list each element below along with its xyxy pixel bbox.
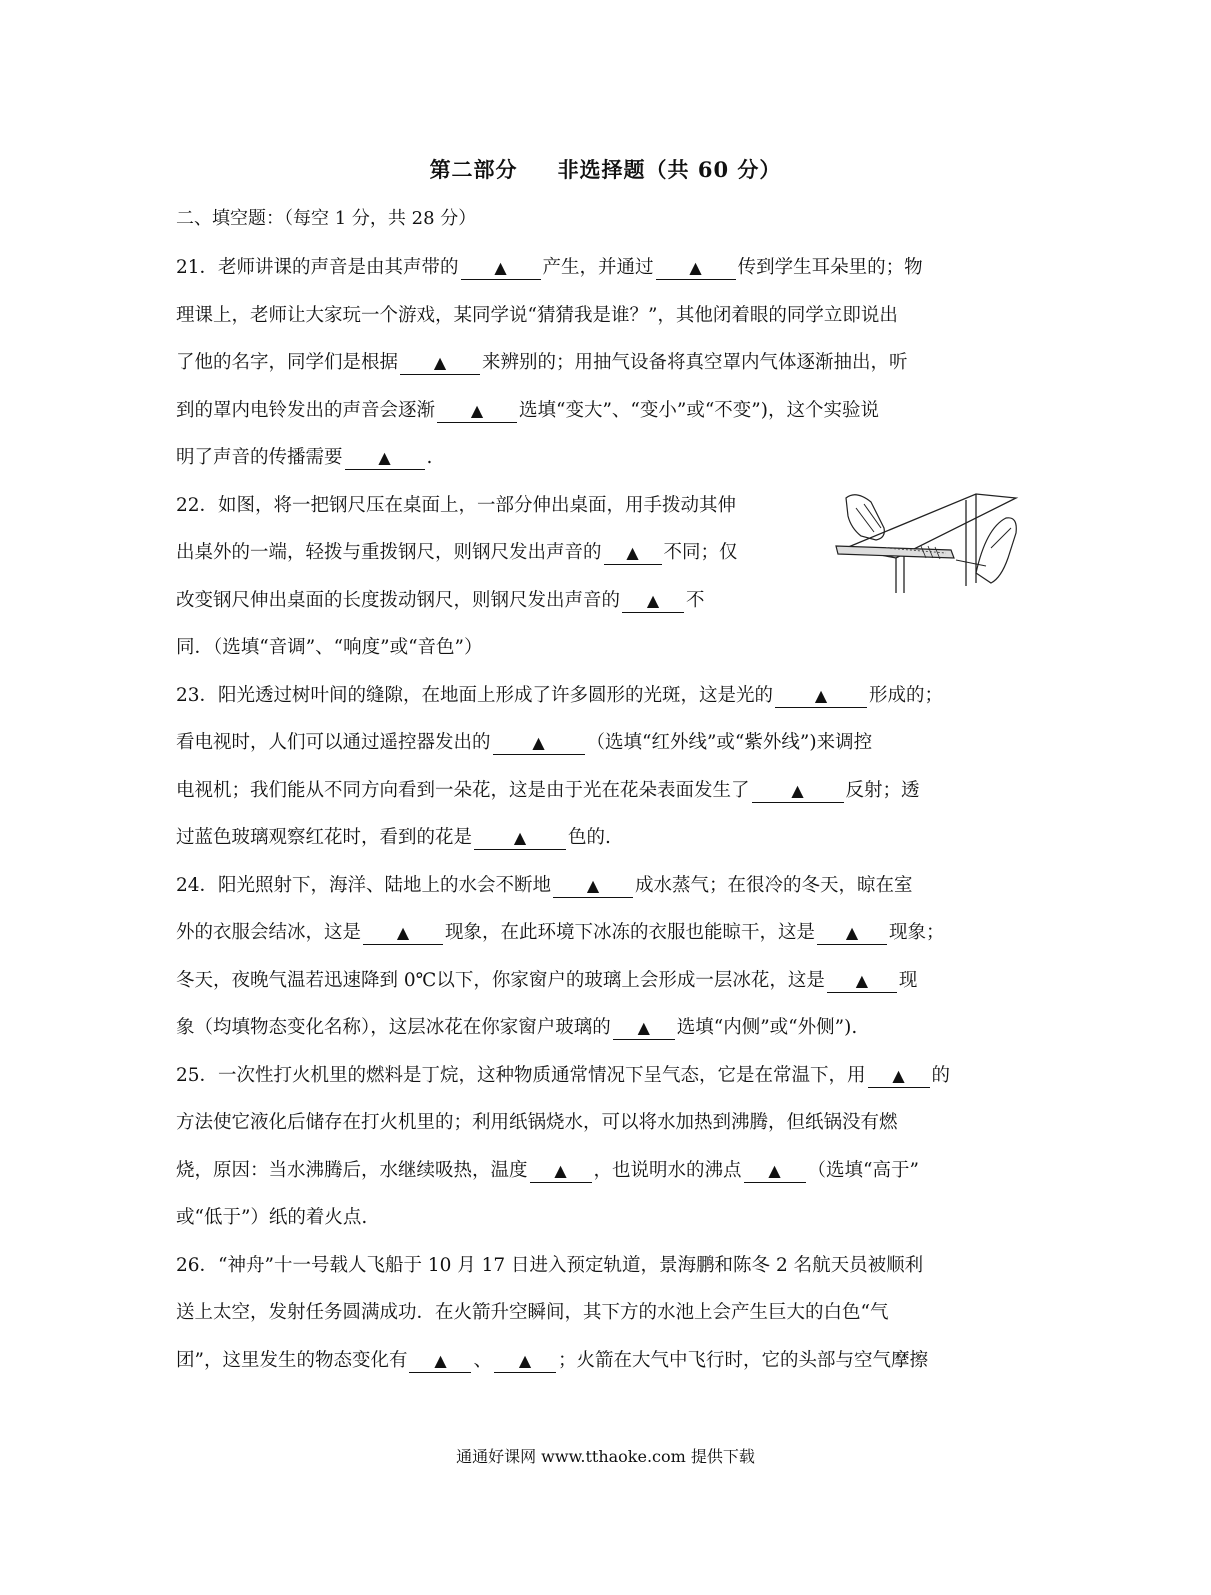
q21-text: . [426,447,433,468]
q22-text: 出桌外的一端，轻拨与重拨钢尺，则钢尺发出声音的 [176,542,602,563]
answer-blank: ▲ [493,732,585,755]
q26-text: 26．“神舟”十一号载人飞船于 10 月 17 日进入预定轨道，景海鹏和陈冬 2 名航天员被顺利 [176,1254,924,1276]
q25-text: （选填“高于” [807,1159,919,1181]
q22-text: 同．（选填“音调”、“响度”或“音色”） [176,637,483,658]
answer-blank: ▲ [613,1017,675,1040]
q21-text: 了他的名字，同学们是根据 [176,352,399,373]
answer-blank: ▲ [868,1065,930,1088]
answer-blank: ▲ [744,1160,806,1183]
q21-text: 来辨别的；用抽气设备将真空罩内气体逐渐抽出，听 [482,352,908,373]
q21-text: 传到学生耳朵里的；物 [737,257,923,278]
page-footer[interactable]: 通通好课网 www.tthaoke.com 提供下载 [456,1447,755,1466]
answer-blank: ▲ [345,447,425,470]
answer-blank: ▲ [530,1160,592,1183]
q23-text: 电视机；我们能从不同方向看到一朵花，这是由于光在花朵表面发生了 [176,779,750,801]
part-label: 第二部分 [429,157,518,182]
q22-text: 不 [686,589,705,611]
question-23 [176,672,1021,862]
question-25 [176,1052,1021,1242]
q21-text: 理课上，老师让大家玩一个游戏，某同学说“猜猜我是谁？”，其他闭着眼的同学立即说出 [176,304,898,326]
q26-text: 送上太空，发射任务圆满成功．在火箭升空瞬间，其下方的水池上会产生巨大的白色“气 [176,1302,889,1323]
q25-text: 25．一次性打火机里的燃料是丁烷，这种物质通常情况下呈气态，它是在常温下，用 [176,1064,866,1086]
q25-text: ，也说明水的沸点 [593,1159,742,1181]
q23-text: 形成的； [869,684,944,706]
q21-text: 21．老师讲课的声音是由其声带的 [176,257,459,278]
q23-text: 看电视时，人们可以通过遥控器发出的 [176,732,491,753]
steel-ruler-figure [826,488,1021,598]
q22-text: 22．如图，将一把钢尺压在桌面上，一部分伸出桌面，用手拨动其伸 [176,494,737,516]
answer-blank: ▲ [827,970,897,993]
q24-text: 外的衣服会结冰，这是 [176,922,362,943]
q25-text: 烧，原因：当水沸腾后，水继续吸热，温度 [176,1159,528,1181]
q22-text: 改变钢尺伸出桌面的长度拨动钢尺，则钢尺发出声音的 [176,589,621,611]
q24-text: 现象，在此环境下冰冻的衣服也能晾干，这是 [445,922,816,943]
q23-text: 23．阳光透过树叶间的缝隙，在地面上形成了许多圆形的光斑，这是光的 [176,684,774,706]
answer-blank: ▲ [553,875,633,898]
q24-text: 现 [898,969,918,991]
q25-text: 或“低于”）纸的着火点. [176,1207,368,1228]
question-list [176,244,1021,1384]
question-24 [176,862,1021,1052]
q24-text: 冬天，夜晚气温若迅速降到 0℃以下，你家窗户的玻璃上会形成一层冰花，这是 [176,969,825,991]
answer-blank: ▲ [622,590,684,613]
answer-blank: ▲ [409,1350,471,1373]
answer-blank: ▲ [656,257,736,280]
part-name: 非选择题（共 60 分） [557,157,782,182]
answer-blank: ▲ [775,685,867,708]
q26-text: ；火箭在大气中飞行时，它的头部与空气摩擦 [557,1349,928,1371]
answer-blank: ▲ [817,922,887,945]
q23-text: （选填“红外线”或“紫外线”)来调控 [586,732,873,753]
q25-text: 方法使它液化后储存在打火机里的；利用纸锅烧水，可以将水加热到沸腾，但纸锅没有燃 [176,1112,898,1133]
answer-blank: ▲ [437,400,517,423]
answer-blank: ▲ [363,922,443,945]
answer-blank: ▲ [752,780,844,803]
q23-text: 色的. [568,827,611,848]
q24-text: 现象； [889,922,945,943]
q26-text: 、 [473,1349,492,1371]
q23-text: 过蓝色玻璃观察红花时，看到的花是 [176,827,473,848]
answer-blank: ▲ [494,1350,556,1373]
section-heading: 二、填空题：（每空 1 分，共 28 分） [176,208,477,229]
answer-blank: ▲ [604,542,662,565]
answer-blank: ▲ [400,352,480,375]
q23-text: 反射；透 [845,779,920,801]
question-21 [176,244,1021,482]
q22-text: 不同；仅 [663,542,738,563]
q21-text: 选填“变大”、“变小”或“不变”)，这个实验说 [519,399,879,421]
page-title [0,154,1211,184]
q21-text: 明了声音的传播需要 [176,447,343,468]
q24-text: 选填“内侧”或“外侧”). [676,1017,858,1038]
q24-text: 成水蒸气；在很冷的冬天，晾在室 [635,874,913,896]
q26-text: 团”，这里发生的物态变化有 [176,1349,408,1371]
q21-text: 产生，并通过 [542,257,654,278]
q21-text: 到的罩内电铃发出的声音会逐渐 [176,399,436,421]
q24-text: 象（均填物态变化名称），这层冰花在你家窗户玻璃的 [176,1017,611,1038]
q25-text: 的 [931,1064,951,1086]
question-22 [176,482,1021,672]
answer-blank: ▲ [461,257,541,280]
answer-blank: ▲ [474,827,566,850]
q24-text: 24．阳光照射下，海洋、陆地上的水会不断地 [176,874,552,896]
question-26 [176,1242,1021,1385]
